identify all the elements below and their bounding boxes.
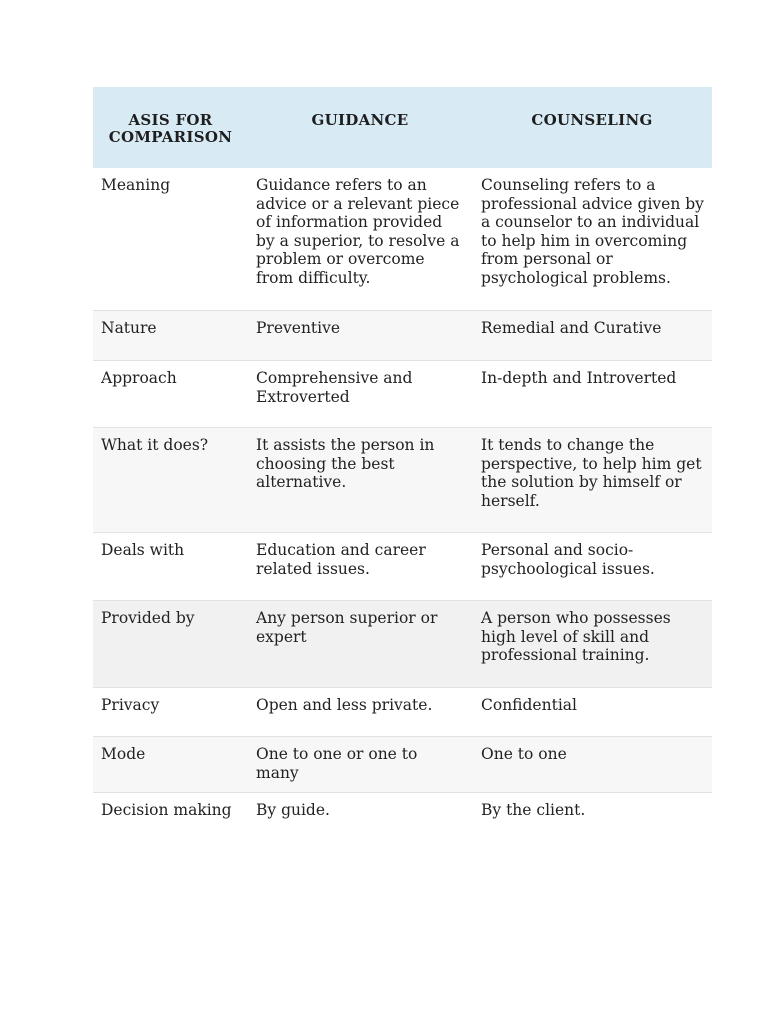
- table-header: [93, 87, 712, 168]
- header-guidance: GUIDANCE: [248, 87, 472, 168]
- header-row: [93, 87, 712, 168]
- table-body: [93, 168, 712, 841]
- table-row: [93, 793, 712, 842]
- header-basis: ASIS FOR COMPARISON: [93, 87, 248, 168]
- row-label: Privacy: [93, 688, 248, 737]
- row-label: Provided by: [93, 601, 248, 688]
- counseling-cell: A person who possesses high level of skill and professional training.: [472, 601, 712, 688]
- row-label: Deals with: [93, 533, 248, 601]
- counseling-cell: Counseling refers to a professional advice given by a counselor to an individual to help him in overcoming from personal or psychological problems.: [472, 168, 712, 311]
- row-label: Nature: [93, 311, 248, 361]
- counseling-cell: Remedial and Curative: [472, 311, 712, 361]
- row-label: Meaning: [93, 168, 248, 311]
- row-label: What it does?: [93, 428, 248, 533]
- guidance-cell: Education and career related issues.: [248, 533, 472, 601]
- row-label: Approach: [93, 361, 248, 428]
- table-row: [93, 428, 712, 533]
- table-row: [93, 688, 712, 737]
- counseling-cell: Personal and socio-psychoological issues.: [472, 533, 712, 601]
- table-row: [93, 601, 712, 688]
- table-row: [93, 168, 712, 311]
- guidance-cell: Open and less private.: [248, 688, 472, 737]
- guidance-cell: Preventive: [248, 311, 472, 361]
- counseling-cell: It tends to change the perspective, to help him get the solution by himself or herself.: [472, 428, 712, 533]
- guidance-cell: Comprehensive and Extroverted: [248, 361, 472, 428]
- table-row: [93, 311, 712, 361]
- header-counseling: COUNSELING: [472, 87, 712, 168]
- guidance-cell: Any person superior or expert: [248, 601, 472, 688]
- counseling-cell: In-depth and Introverted: [472, 361, 712, 428]
- guidance-cell: By guide.: [248, 793, 472, 842]
- guidance-cell: Guidance refers to an advice or a relevant piece of information provided by a superior, to resolve a problem or overcome from difficulty.: [248, 168, 472, 311]
- row-label: Decision making: [93, 793, 248, 842]
- guidance-cell: One to one or one to many: [248, 737, 472, 793]
- counseling-cell: By the client.: [472, 793, 712, 842]
- comparison-table: [93, 87, 712, 841]
- table-row: [93, 737, 712, 793]
- row-label: Mode: [93, 737, 248, 793]
- table-row: [93, 361, 712, 428]
- table-row: [93, 533, 712, 601]
- counseling-cell: Confidential: [472, 688, 712, 737]
- counseling-cell: One to one: [472, 737, 712, 793]
- guidance-cell: It assists the person in choosing the best alternative.: [248, 428, 472, 533]
